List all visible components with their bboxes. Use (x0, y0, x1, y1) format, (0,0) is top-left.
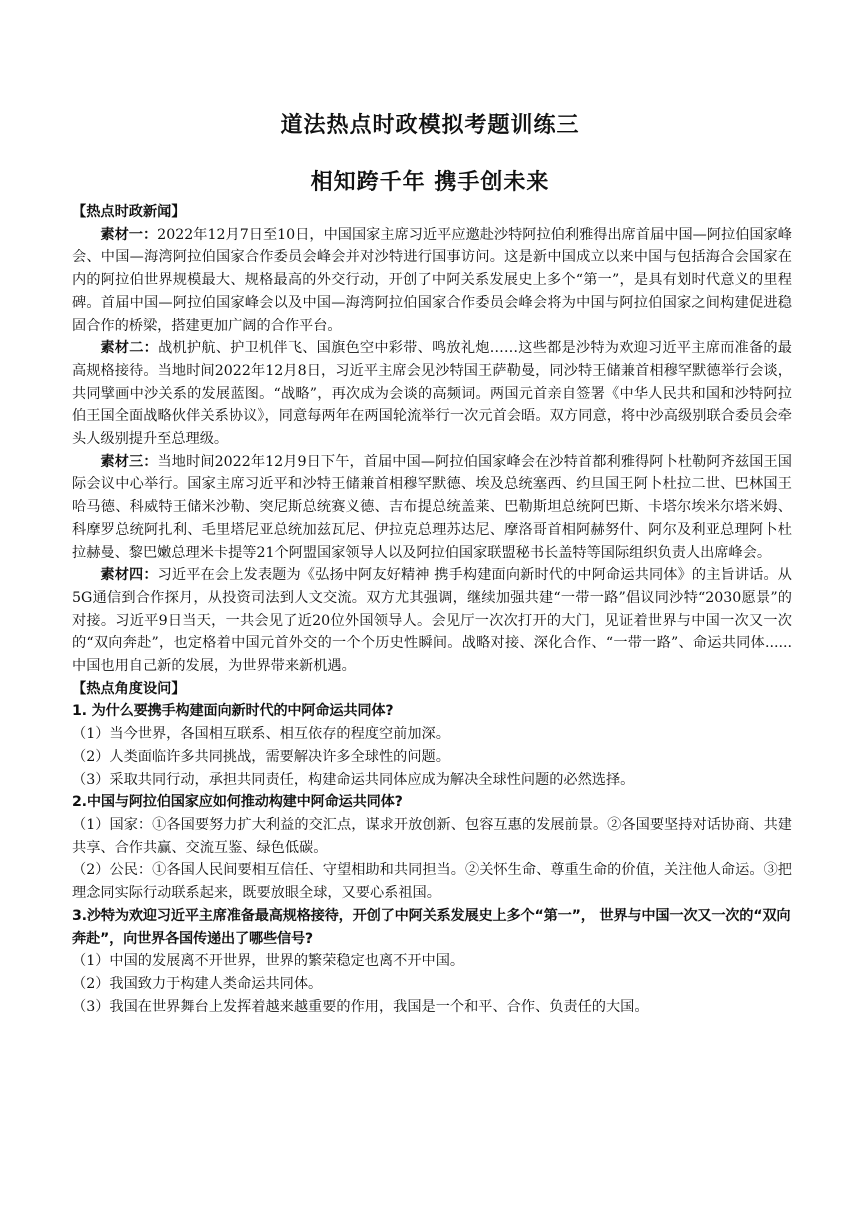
question-3: 3.沙特为欢迎习近平主席准备最高规格接待，开创了中阿关系发展史上多个“第一”， 世界与中国一次又一次的“双向奔赴”，向世界各国传递出了哪些信号? (72, 907, 791, 947)
answer-3-1: （1）中国的发展离不开世界，世界的繁荣稳定也离不开中国。 (72, 953, 465, 970)
questions-section-heading: 【热点角度设问】 (72, 680, 186, 697)
answer-2-1: （1）国家：①各国要努力扩大利益的交汇点，谋求开放创新、包容互惠的发展前景。②各国要坚持对话协商、共建共享、合作共赢、交流互鉴、绿色低碳。 (72, 816, 792, 856)
answer-1-2: （2）人类面临许多共同挑战，需要解决许多全球性的问题。 (72, 748, 450, 765)
material-label: 素材三： (100, 453, 158, 470)
answer-3-3: （3）我国在世界舞台上发挥着越来越重要的作用，我国是一个和平、合作、负责任的大国。 (72, 998, 649, 1015)
material-4 (72, 564, 792, 678)
document-subtitle: 相知跨千年 携手创未来 (310, 170, 550, 195)
material-text: 2022年12月7日至10日，中国国家主席习近平应邀赴沙特阿拉伯利雅得出席首届中国—阿拉伯国家峰会、中国—海湾阿拉伯国家合作委员会峰会并对沙特进行国事访问。这是新中国成立以来中国与包括海合会国家在内的阿拉伯世界规模最大、规格最高的外交行动，开创了中阿关系发展史上多个“第一”，是具有划时代意义的里程碑。首届中国—阿拉伯国家峰会以及中国—海湾阿拉伯国家合作委员会峰会将为中国与阿拉伯国家之间构建促进稳固合作的桥梁，搭建更加广阔的合作平台。 (72, 226, 792, 334)
answer-3-2: （2）我国致力于构建人类命运共同体。 (72, 975, 323, 992)
material-label: 素材二： (100, 340, 159, 357)
document-body (72, 201, 792, 1018)
material-label: 素材一： (100, 226, 158, 243)
answer-1-1: （1）当今世界，各国相互联系、相互依存的程度空前加深。 (72, 726, 450, 743)
material-2 (72, 337, 792, 451)
answer-1-3: （3）采取共同行动，承担共同责任，构建命运共同体应成为解决全球性问题的必然选择。 (72, 771, 635, 788)
material-text: 战机护航、护卫机伴飞、国旗色空中彩带、鸣放礼炮……这些都是沙特为欢迎习近平主席而准备的最高规格接待。当地时间2022年12月8日，习近平主席会见沙特国王萨勒曼，同沙特王储兼首相穆罕默德举行会谈，共同擘画中沙关系的发展蓝图。“战略”，再次成为会谈的高频词。两国元首亲自签署《中华人民共和国和沙特阿拉伯王国全面战略伙伴关系协议》，同意每两年在两国轮流举行一次元首会晤。双方同意，将中沙高级别联合委员会牵头人级别提升至总理级。 (72, 340, 792, 448)
question-2: 2.中国与阿拉伯国家应如何推动构建中阿命运共同体? (72, 794, 403, 811)
material-3 (72, 451, 792, 565)
material-label: 素材四： (100, 567, 158, 584)
material-text: 当地时间2022年12月9日下午，首届中国—阿拉伯国家峰会在沙特首都利雅得阿卜杜勒阿齐兹国王国际会议中心举行。国家主席习近平和沙特王储兼首相穆罕默德、埃及总统塞西、约旦国王阿卜杜拉二世、巴林国王哈马德、科威特王储米沙勒、突尼斯总统赛义德、吉布提总统盖莱、巴勒斯坦总统阿巴斯、卡塔尔埃米尔塔米姆、科摩罗总统阿扎利、毛里塔尼亚总统加兹瓦尼、伊拉克总理苏达尼、摩洛哥首相阿赫努什、阿尔及利亚总理阿卜杜拉赫曼、黎巴嫩总理米卡提等21个阿盟国家领导人以及阿拉伯国家联盟秘书长盖特等国际组织负责人出席峰会。 (72, 453, 792, 561)
news-section-heading: 【热点时政新闻】 (72, 204, 186, 220)
question-1: 1. 为什么要携手构建面向新时代的中阿命运共同体? (72, 703, 394, 720)
material-text: 习近平在会上发表题为《弘扬中阿友好精神 携手构建面向新时代的中阿命运共同体》的主旨讲话。从5G通信到合作探月，从投资司法到人文交流。双方尤其强调，继续加强共建“一带一路”倡议同沙特“2030愿景”的对接。习近平9日当天，一共会见了近20位外国领导人。会见厅一次次打开的大门，见证着世界与中国一次又一次的“双向奔赴”，也定格着中国元首外交的一个个历史性瞬间。战略对接、深化合作、“一带一路”、命运共同体......中国也用自己新的发展，为世界带来新机遇。 (72, 567, 792, 675)
document-title: 道法热点时政模拟考题训练三 (280, 113, 580, 138)
material-1 (72, 224, 792, 338)
answer-2-2: （2）公民：①各国人民间要相互信任、守望相助和共同担当。②关怀生命、尊重生命的价值，关注他人命运。③把理念同实际行动联系起来，既要放眼全球，又要心系祖国。 (72, 862, 792, 902)
